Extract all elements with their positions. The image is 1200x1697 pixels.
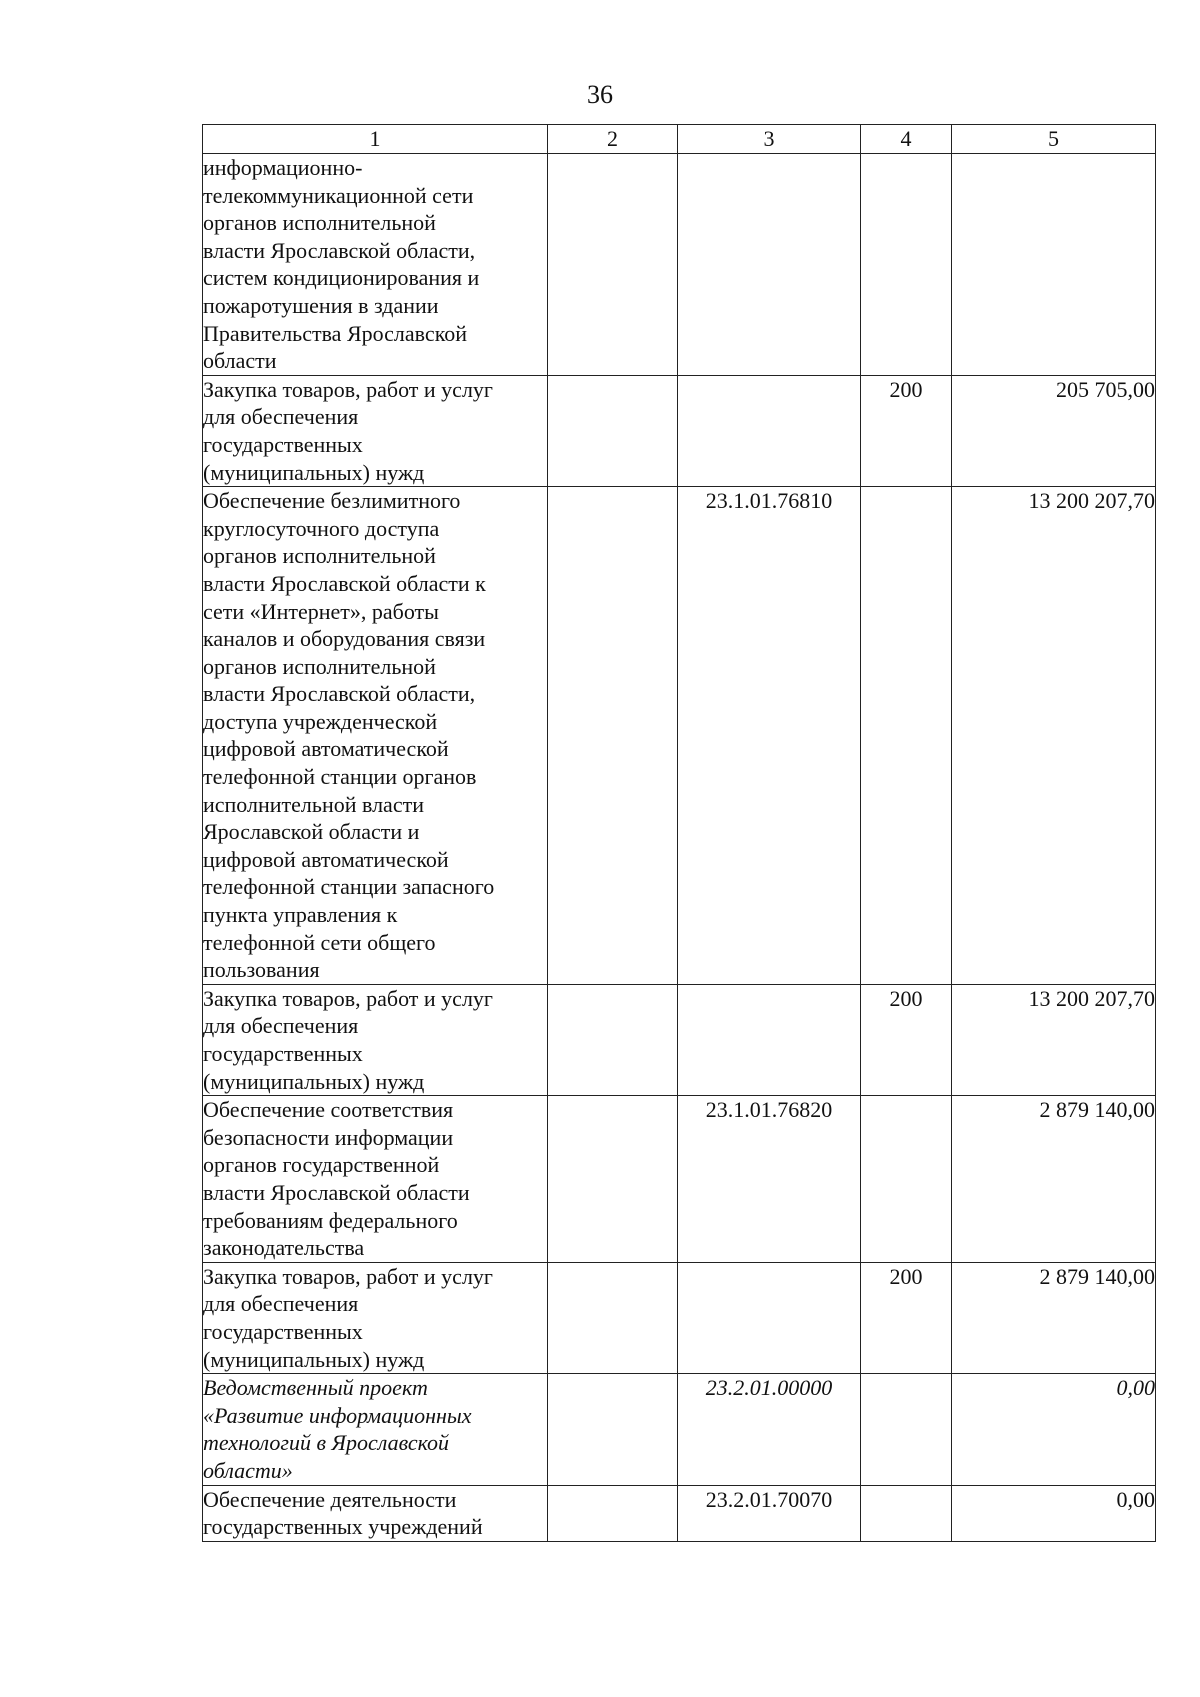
expense-name-line: каналов и оборудования связи	[203, 626, 486, 652]
table-row	[203, 1262, 1156, 1373]
expense-name-line: телекоммуникационной сети	[203, 182, 474, 208]
expense-name-line: Обеспечение соответствия	[203, 1097, 454, 1123]
expense-name-line: цифровой автоматической	[203, 846, 449, 872]
expense-name-line: власти Ярославской области,	[203, 237, 476, 263]
column-2-cell	[548, 1374, 678, 1485]
expense-name-line: области	[203, 348, 277, 374]
table-header-row	[203, 125, 1156, 154]
expense-name-line: сети «Интернет», работы	[203, 598, 439, 624]
expense-name-line: органов государственной	[203, 1152, 440, 1178]
expense-type-code-cell: 200	[861, 1262, 952, 1373]
expense-name-line: власти Ярославской области,	[203, 681, 476, 707]
expense-name-line: Правительства Ярославской	[203, 320, 468, 346]
expense-name-line: государственных	[203, 431, 363, 457]
expense-name-line: (муниципальных) нужд	[203, 1346, 425, 1372]
table-row	[203, 1096, 1156, 1263]
expense-name-line: цифровой автоматической	[203, 736, 449, 762]
table-row	[203, 984, 1156, 1095]
expense-name-line: телефонной станции органов	[203, 764, 477, 790]
column-2-cell	[548, 1262, 678, 1373]
target-article-code-cell	[678, 154, 861, 376]
expense-name-line: органов исполнительной	[203, 543, 436, 569]
column-header-2: 2	[548, 125, 678, 154]
expense-name-line: пункта управления к	[203, 902, 398, 928]
expense-name-line: Ведомственный проект	[203, 1375, 428, 1401]
target-article-code-cell: 23.2.01.70070	[678, 1485, 861, 1541]
target-article-code-cell: 23.1.01.76810	[678, 487, 861, 985]
amount-cell: 2 879 140,00	[952, 1262, 1156, 1373]
expense-name-line: технологий в Ярославской	[203, 1430, 450, 1456]
expense-name-line: органов исполнительной	[203, 653, 436, 679]
column-2-cell	[548, 984, 678, 1095]
expense-name-line: государственных учреждений	[203, 1514, 483, 1540]
expense-name-line: Закупка товаров, работ и услуг	[203, 985, 493, 1011]
expense-name-line: телефонной сети общего	[203, 929, 436, 955]
column-header-3: 3	[678, 125, 861, 154]
expense-type-code-cell: 200	[861, 375, 952, 486]
target-article-code-cell	[678, 1262, 861, 1373]
expense-name-line: (муниципальных) нужд	[203, 1068, 425, 1094]
expense-name-line: телефонной станции запасного	[203, 874, 495, 900]
expense-name-cell	[203, 375, 548, 486]
expense-name-line: требованиям федерального	[203, 1207, 458, 1233]
expense-name-line: круглосуточного доступа	[203, 515, 440, 541]
table-row	[203, 1374, 1156, 1485]
expense-name-cell	[203, 1485, 548, 1541]
amount-cell: 13 200 207,70	[952, 984, 1156, 1095]
expense-name-line: Закупка товаров, работ и услуг	[203, 376, 493, 402]
target-article-code-cell: 23.2.01.00000	[678, 1374, 861, 1485]
expense-name-line: для обеспечения	[203, 1013, 359, 1039]
amount-cell: 0,00	[952, 1485, 1156, 1541]
table-row	[203, 487, 1156, 985]
expense-name-line: законодательства	[203, 1235, 365, 1261]
expense-name-cell	[203, 1096, 548, 1263]
amount-cell: 0,00	[952, 1374, 1156, 1485]
amount-cell: 205 705,00	[952, 375, 1156, 486]
budget-table	[202, 124, 1156, 1542]
expense-name-line: систем кондиционирования и	[203, 265, 480, 291]
expense-name-line: органов исполнительной	[203, 210, 436, 236]
expense-name-line: (муниципальных) нужд	[203, 459, 425, 485]
expense-type-code-cell	[861, 154, 952, 376]
expense-name-line: власти Ярославской области	[203, 1179, 470, 1205]
expense-name-cell	[203, 487, 548, 985]
table-row	[203, 1485, 1156, 1541]
column-2-cell	[548, 154, 678, 376]
amount-cell	[952, 154, 1156, 376]
expense-name-line: государственных	[203, 1318, 363, 1344]
expense-type-code-cell	[861, 1374, 952, 1485]
column-2-cell	[548, 487, 678, 985]
expense-name-line: государственных	[203, 1041, 363, 1066]
expense-name-line: информационно-	[203, 155, 363, 180]
expense-name-line: безопасности информации	[203, 1124, 454, 1150]
target-article-code-cell: 23.1.01.76820	[678, 1096, 861, 1263]
expense-type-code-cell: 200	[861, 984, 952, 1095]
expense-name-line: для обеспечения	[203, 404, 359, 430]
column-header-1: 1	[203, 125, 548, 154]
expense-name-line: для обеспечения	[203, 1291, 359, 1317]
expense-name-cell	[203, 984, 548, 1095]
expense-type-code-cell	[861, 1485, 952, 1541]
column-2-cell	[548, 1485, 678, 1541]
expense-name-line: исполнительной власти	[203, 791, 424, 817]
expense-name-cell	[203, 154, 548, 376]
expense-name-line: «Развитие информационных	[203, 1402, 472, 1428]
column-header-4: 4	[861, 125, 952, 154]
column-2-cell	[548, 375, 678, 486]
target-article-code-cell	[678, 984, 861, 1095]
column-2-cell	[548, 1096, 678, 1263]
expense-name-line: Закупка товаров, работ и услуг	[203, 1263, 493, 1289]
expense-name-line: пожаротушения в здании	[203, 292, 439, 318]
table-body	[203, 154, 1156, 1542]
expense-name-line: Обеспечение деятельности	[203, 1486, 457, 1512]
expense-name-cell	[203, 1374, 548, 1485]
column-header-5: 5	[952, 125, 1156, 154]
amount-cell: 13 200 207,70	[952, 487, 1156, 985]
page-number: 36	[587, 80, 613, 109]
expense-name-cell	[203, 1262, 548, 1373]
expense-name-line: пользования	[203, 957, 320, 983]
table-row	[203, 375, 1156, 486]
expense-name-line: области»	[203, 1457, 293, 1483]
expense-name-line: власти Ярославской области к	[203, 570, 486, 596]
expense-name-line: Обеспечение безлимитного	[203, 488, 461, 514]
table-row	[203, 154, 1156, 376]
expense-type-code-cell	[861, 487, 952, 985]
expense-name-line: Ярославской области и	[203, 819, 420, 845]
target-article-code-cell	[678, 375, 861, 486]
amount-cell: 2 879 140,00	[952, 1096, 1156, 1263]
expense-name-line: доступа учрежденческой	[203, 708, 438, 734]
expense-type-code-cell	[861, 1096, 952, 1263]
